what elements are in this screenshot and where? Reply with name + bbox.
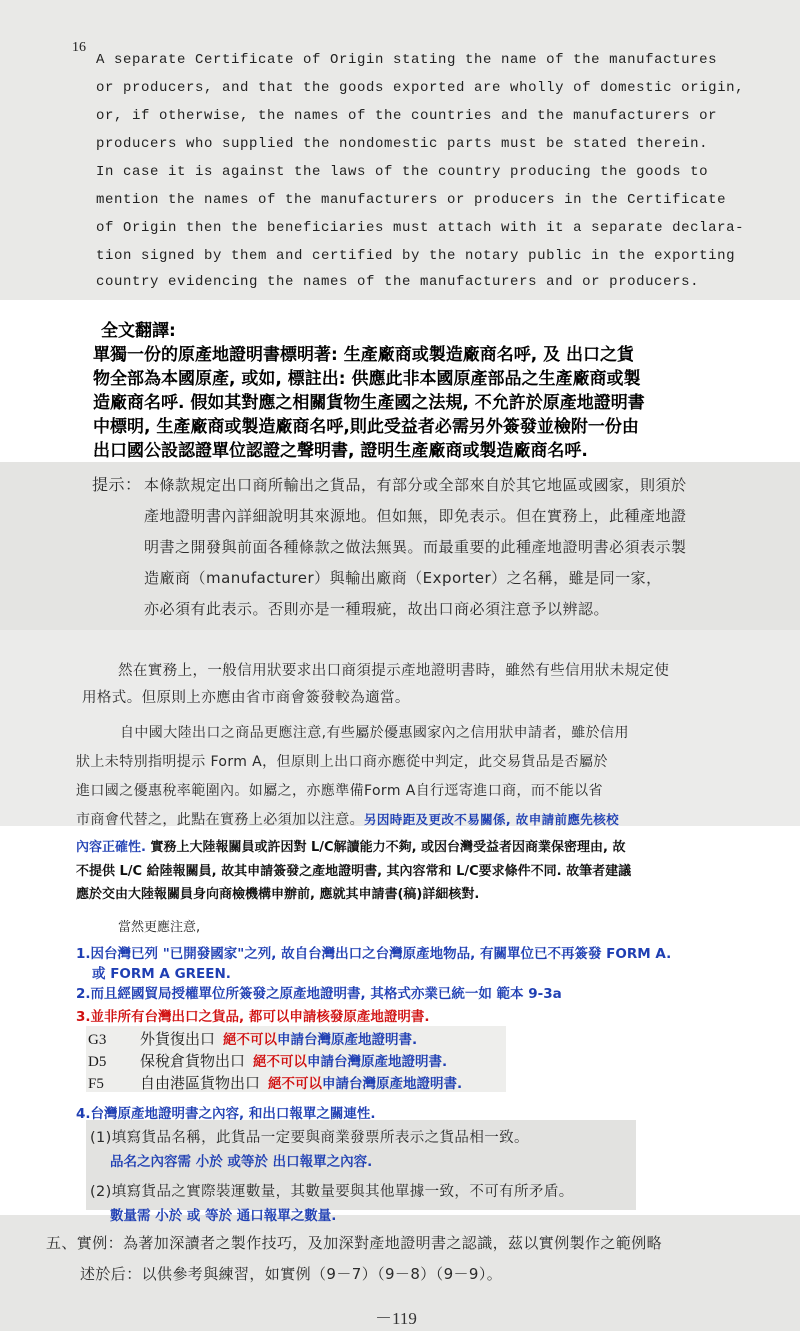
notice-item-4: 4.台灣原產地證明書之內容, 和出口報單之關連性. xyxy=(76,1106,376,1122)
mainland-line: 進口國之優惠稅率範圍內。如屬之，亦應準備Form A自行逕寄進口商，而不能以省 xyxy=(76,783,603,799)
english-line: or, if otherwise, the names of the countries and the manufacturers or xyxy=(96,108,718,124)
hint-line: 產地證明書內詳細說明其來源地。但如無，即免表示。但在實務上，此種產地證 xyxy=(144,507,687,525)
hint-line: 明書之開發與前面各種條款之做法無異。而最重要的此種產地證明書必須表示製 xyxy=(144,538,687,556)
english-line: country evidencing the names of the manufacturers and or producers. xyxy=(96,274,700,290)
sub-item-1: (1)填寫貨品名稱，此貨品一定要與商業發票所表示之貨品相一致。 xyxy=(90,1130,529,1146)
english-line: or producers, and that the goods exported are wholly of domestic origin, xyxy=(96,80,745,96)
code-row-f5 xyxy=(88,1072,462,1093)
example-line: 述於后：以供參考與練習，如實例（9－7）（9－8）（9－9）。 xyxy=(80,1265,503,1283)
mainland-line-5-text: 實務上大陸報關員或許因對 L/C解讀能力不夠, 或因台灣受益者因商業保密理由, 故 xyxy=(145,840,626,855)
notice-item-1: 1.因台灣已列 "已開發國家"之列, 故自台灣出口之台灣原產地物品, 有關單位已不再簽發 FORM A. xyxy=(76,946,672,962)
sub-item-1-note: 品名之內容需 小於 或等於 出口報單之內容. xyxy=(110,1154,373,1170)
translation-line: 單獨一份的原產地證明書標明著: 生產廠商或製造廠商名呼, 及 出口之貨 xyxy=(93,345,635,365)
mainland-line: 狀上未特別指明提示 Form A，但原則上出口商亦應從中判定，此交易貨品是否屬於 xyxy=(76,754,608,770)
code-warning: 絕不可以 xyxy=(253,1054,308,1070)
code-warning: 絕不可以 xyxy=(223,1032,278,1048)
code-label: D5 xyxy=(88,1054,107,1070)
mainland-line-5-note: 內容正確性. xyxy=(76,840,146,855)
example-line: 五、實例：為著加深讀者之製作技巧，及加深對產地證明書之認識，茲以實例製作之範例略 xyxy=(46,1234,663,1252)
mainland-line-4 xyxy=(76,809,619,829)
notice-item-2: 2.而且經國貿局授權單位所簽發之原產地證明書, 其格式亦業已統一如 範本 9-3a xyxy=(76,986,562,1002)
code-warning: 絕不可以 xyxy=(268,1076,323,1092)
mainland-line-7: 應於交由大陸報關員身向商檢機構申辦前, 應就其申請書(稿)詳細核對. xyxy=(76,887,480,902)
mainland-line: 自中國大陸出口之商品更應注意,有些屬於優惠國家內之信用狀申請者，雖於信用 xyxy=(120,725,629,741)
notice-item-1b: 或 FORM A GREEN. xyxy=(92,966,231,982)
hint-line: 造廠商（manufacturer）與輸出廠商（Exporter）之名稱，雖是同一家， xyxy=(144,569,662,587)
sub-item-2-note: 數量需 小於 或 等於 通口報單之數量. xyxy=(110,1208,337,1224)
english-line: of Origin then the beneficiaries must attach with it a separate declara- xyxy=(96,220,745,236)
code-row-d5 xyxy=(88,1050,447,1071)
hint-line: 亦必須有此表示。否則亦是一種瑕疵，故出口商必須注意予以辨認。 xyxy=(144,600,610,618)
english-line: tion signed by them and certified by the notary public in the exporting xyxy=(96,248,736,264)
page-number: －119 xyxy=(375,1309,417,1328)
mainland-line-4-note: 另因時距及更改不易關係, 故申請前應先核校 xyxy=(364,812,620,827)
code-tail: 申請台灣原產地證明書. xyxy=(322,1076,463,1092)
notice-item-3: 3.並非所有台灣出口之貨品, 都可以申請核發原產地證明書. xyxy=(76,1009,430,1025)
code-desc: 自由港區貨物出口 xyxy=(140,1076,261,1092)
sub-item-2: (2)填寫貨品之實際裝運數量，其數量要與其他單據一致，不可有所矛盾。 xyxy=(90,1184,574,1200)
mainland-line-4-text: 市商會代替之，此點在實務上必須加以注意。 xyxy=(76,812,364,828)
translation-line: 出口國公設認證單位認證之聲明書, 證明生產廠商或製造廠商名呼. xyxy=(93,441,588,461)
code-tail: 申請台灣原產地證明書. xyxy=(307,1054,448,1070)
translation-line: 造廠商名呼. 假如其對應之相關貨物生產國之法規, 不允許於原產地證明書 xyxy=(93,393,645,413)
practice-line: 用格式。但原則上亦應由省市商會簽發較為適當。 xyxy=(82,690,410,706)
english-line: In case it is against the laws of the country producing the goods to xyxy=(96,164,709,180)
english-line: A separate Certificate of Origin stating the name of the manufactures xyxy=(96,52,718,68)
translation-line: 物全部為本國原產, 或如, 標註出: 供應此非本國原產部品之生產廠商或製 xyxy=(93,369,641,389)
code-row-g3 xyxy=(88,1028,417,1049)
hint-label: 提示： xyxy=(92,475,142,494)
practice-line: 然在實務上，一般信用狀要求出口商須提示產地證明書時，雖然有些信用狀未規定使 xyxy=(118,663,670,679)
mainland-line-5 xyxy=(76,836,626,855)
code-label: G3 xyxy=(88,1032,107,1048)
code-desc: 保稅倉貨物出口 xyxy=(140,1054,246,1070)
translation-line: 中標明, 生產廠商或製造廠商名呼,則此受益者必需另外簽發並檢附一份由 xyxy=(93,417,639,437)
hint-line: 本條款規定出口商所輸出之貨品，有部分或全部來自於其它地區或國家，則須於 xyxy=(144,476,687,494)
notice-heading: 當然更應注意, xyxy=(118,920,201,935)
code-desc: 外貨復出口 xyxy=(140,1032,216,1048)
english-line: producers who supplied the nondomestic parts must be stated therein. xyxy=(96,136,709,152)
mainland-line-6: 不提供 L/C 給陸報關員, 故其申請簽發之產地證明書, 其內容常和 L/C要求條件不同. 故筆者建議 xyxy=(76,864,632,879)
translation-heading: 全文翻譯: xyxy=(101,321,176,341)
code-tail: 申請台灣原產地證明書. xyxy=(277,1032,418,1048)
code-label: F5 xyxy=(88,1076,104,1092)
english-line: mention the names of the manufacturers or producers in the Certificate xyxy=(96,192,727,208)
clause-mark: 16 xyxy=(72,40,86,55)
